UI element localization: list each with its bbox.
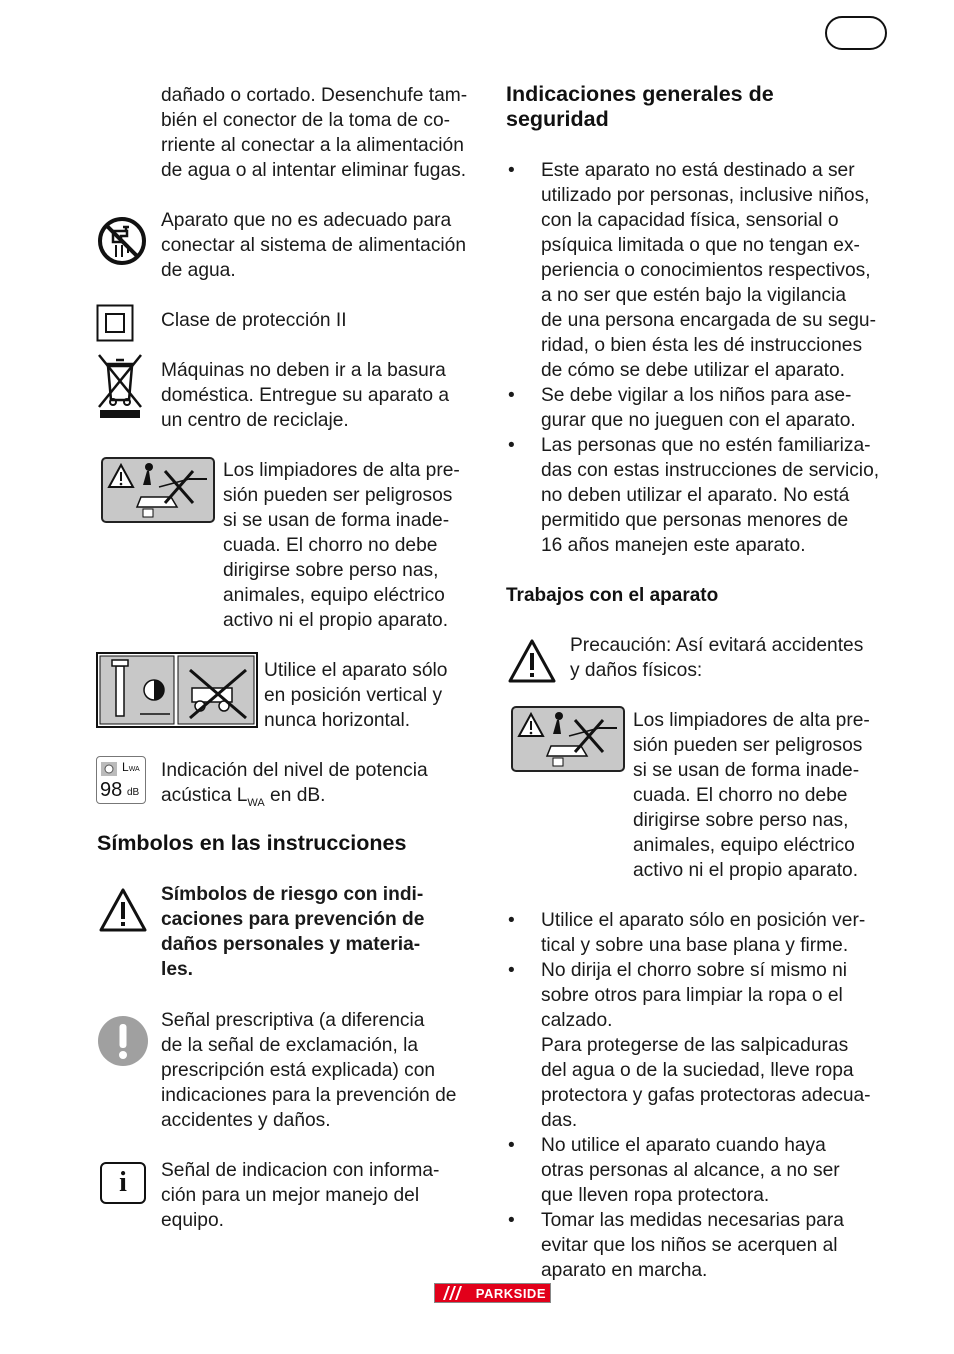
text-line: utilizado por personas, inclusive niños, (541, 185, 870, 206)
text-line: de la señal de exclamación, la (161, 1035, 419, 1056)
sound-icon-label: LWA (122, 760, 140, 774)
risk-symbols-text (161, 882, 491, 982)
text-line: en posición vertical y (264, 685, 443, 706)
high-pressure-warning-icon (101, 457, 215, 523)
list-item (506, 158, 926, 383)
text-line: indicaciones para la prevención de (161, 1085, 457, 1106)
text-line: 16 años manejen este aparato. (541, 535, 806, 556)
text-line: que lleven ropa protectora. (541, 1185, 770, 1206)
weee-text (161, 358, 491, 433)
text-line: si se usan de forma inade- (633, 760, 860, 781)
text-line: ridad, o bien ésta les dé instrucciones (541, 335, 863, 356)
text-line: Para protegerse de las salpicaduras (541, 1035, 849, 1056)
text-line: dirigirse sobre perso nas, (223, 560, 439, 581)
protection-class-text (161, 308, 491, 333)
text-fragment: acústica L (161, 785, 248, 806)
text-line: del agua o de la suciedad, lleve ropa (541, 1060, 854, 1081)
title-line: seguridad (506, 107, 609, 131)
text-line: nunca horizontal. (264, 710, 411, 731)
text-line: • Las personas que no estén familiariza- (541, 435, 871, 456)
text-line: • Este aparato no está destinado a ser (541, 160, 855, 181)
list-item (506, 908, 926, 958)
language-badge (825, 16, 887, 50)
no-water-supply-text (161, 208, 491, 283)
text-line: y daños físicos: (570, 660, 703, 681)
caution-triangle-icon (507, 638, 557, 684)
text-line: de agua. (161, 260, 236, 281)
text-line: calzado. (541, 1010, 613, 1031)
text-line: Precaución: Así evitará accidentes (570, 635, 864, 656)
text-line: sobre otros para limpiar la ropa o el (541, 985, 843, 1006)
text-line: Símbolos de riesgo con indi- (161, 884, 424, 905)
info-sign-text (161, 1158, 491, 1233)
subtitle-work: Trabajos con el aparato (506, 585, 719, 606)
text-line: les. (161, 959, 194, 980)
sound-power-text (161, 758, 491, 816)
list-item (506, 958, 926, 1133)
text-line: Clase de protección II (161, 310, 347, 331)
work-bullets (506, 908, 926, 1283)
text-line: activo ni el propio aparato. (633, 860, 859, 881)
section-title-symbols: Símbolos en las instrucciones (97, 831, 407, 855)
list-item (506, 383, 926, 433)
vertical-use-text (264, 658, 494, 733)
vertical-use-icon (96, 652, 258, 728)
intro-line: dañado o cortado. Desenchufe tam- (161, 85, 468, 106)
text-line: dirigirse sobre perso nas, (633, 810, 849, 831)
text-line: Señal de indicacion con informa- (161, 1160, 440, 1181)
info-sign-icon (100, 1162, 146, 1204)
text-line: si se usan de forma inade- (223, 510, 450, 531)
text-line: • No utilice el aparato cuando haya (541, 1135, 826, 1156)
intro-line: rriente al conectar a la alimentación (161, 135, 464, 156)
list-item (506, 1133, 926, 1208)
text-line: gurar que no jueguen con el aparato. (541, 410, 856, 431)
subscript: WA (247, 796, 265, 809)
text-line: cuada. El chorro no debe (223, 535, 438, 556)
text-line: tical y sobre una base plana y firme. (541, 935, 849, 956)
text-line: das. (541, 1110, 578, 1131)
text-line: protectora y gafas protectoras adecua- (541, 1085, 871, 1106)
text-line (161, 783, 491, 816)
text-line: accidentes y daños. (161, 1110, 331, 1131)
text-line: Los limpiadores de alta pre- (633, 710, 870, 731)
text-line: • Se debe vigilar a los niños para ase- (541, 385, 852, 406)
text-line: cuada. El chorro no debe (633, 785, 848, 806)
intro-paragraph (161, 83, 491, 183)
brand-name: PARKSIDE (475, 1285, 546, 1301)
caution-text (570, 633, 910, 683)
text-line: caciones para prevención de (161, 909, 425, 930)
text-line: • No dirija el chorro sobre sí mismo ni (541, 960, 848, 981)
text-line: Aparato que no es adecuado para (161, 210, 452, 231)
no-water-supply-icon (96, 215, 148, 267)
text-line: animales, equipo eléctrico (223, 585, 445, 606)
hp-warning-text-right (633, 708, 923, 883)
sound-icon-unit: dB (127, 787, 140, 798)
speaker-icon (100, 761, 118, 777)
info-glyph: i (119, 1167, 127, 1198)
text-line: de cómo se debe utilizar el aparato. (541, 360, 845, 381)
text-line: ción para un mejor manejo del (161, 1185, 420, 1206)
text-line: doméstica. Entregue su aparato a (161, 385, 449, 406)
text-line: das con estas instrucciones de servicio, (541, 460, 880, 481)
weee-bin-icon (96, 352, 144, 420)
hp-warning-text-left (223, 458, 493, 633)
text-line: a no ser que estén bajo la vigilancia (541, 285, 847, 306)
sound-icon-value: 98 (100, 779, 123, 801)
text-line: • Tomar las medidas necesarias para (541, 1210, 844, 1231)
text-line: Indicación del nivel de potencia (161, 760, 428, 781)
protection-class-ii-icon (96, 304, 134, 342)
text-line: daños personales y materia- (161, 934, 421, 955)
list-item (506, 433, 926, 558)
sound-power-icon (96, 756, 146, 804)
mandatory-sign-icon (97, 1015, 149, 1067)
text-line: otras personas al alcance, a no ser (541, 1160, 840, 1181)
text-line: periencia o conocimientos respectivos, (541, 260, 871, 281)
text-line: con la capacidad física, sensorial o (541, 210, 839, 231)
text-line: • Utilice el aparato sólo en posición ver- (541, 910, 866, 931)
safety-title (506, 82, 926, 132)
text-line: equipo. (161, 1210, 224, 1231)
list-item (506, 1208, 926, 1283)
text-line: evitar que los niños se acerquen al (541, 1235, 838, 1256)
text-line: activo ni el propio aparato. (223, 610, 449, 631)
text-line: conectar al sistema de alimentación (161, 235, 467, 256)
text-line: permitido que personas menores de (541, 510, 849, 531)
parkside-logo (434, 1283, 551, 1303)
text-line: Señal prescriptiva (a diferencia (161, 1010, 425, 1031)
text-line: Máquinas no deben ir a la basura (161, 360, 446, 381)
text-line: psíquica limitada o que no tengan ex- (541, 235, 860, 256)
text-line: sión pueden ser peligrosos (633, 735, 863, 756)
text-line: no deben utilizar el aparato. No está (541, 485, 850, 506)
text-line: de una persona encargada de su segu- (541, 310, 876, 331)
text-line: Los limpiadores de alta pre- (223, 460, 460, 481)
text-line: animales, equipo eléctrico (633, 835, 855, 856)
text-line: Utilice el aparato sólo (264, 660, 448, 681)
text-line: sión pueden ser peligrosos (223, 485, 453, 506)
intro-line: de agua o al intentar eliminar fugas. (161, 160, 467, 181)
text-line: prescripción está explicada) con (161, 1060, 436, 1081)
high-pressure-warning-icon (511, 706, 625, 772)
text-fragment: en dB. (264, 785, 326, 806)
logo-stripes-icon (439, 1286, 465, 1300)
text-line: aparato en marcha. (541, 1260, 708, 1281)
title-line: Indicaciones generales de (506, 82, 774, 106)
warning-triangle-icon (98, 887, 148, 933)
mandatory-sign-text (161, 1008, 491, 1133)
safety-bullets (506, 158, 926, 558)
text-line: un centro de reciclaje. (161, 410, 349, 431)
intro-line: bién el conector de la toma de co- (161, 110, 451, 131)
